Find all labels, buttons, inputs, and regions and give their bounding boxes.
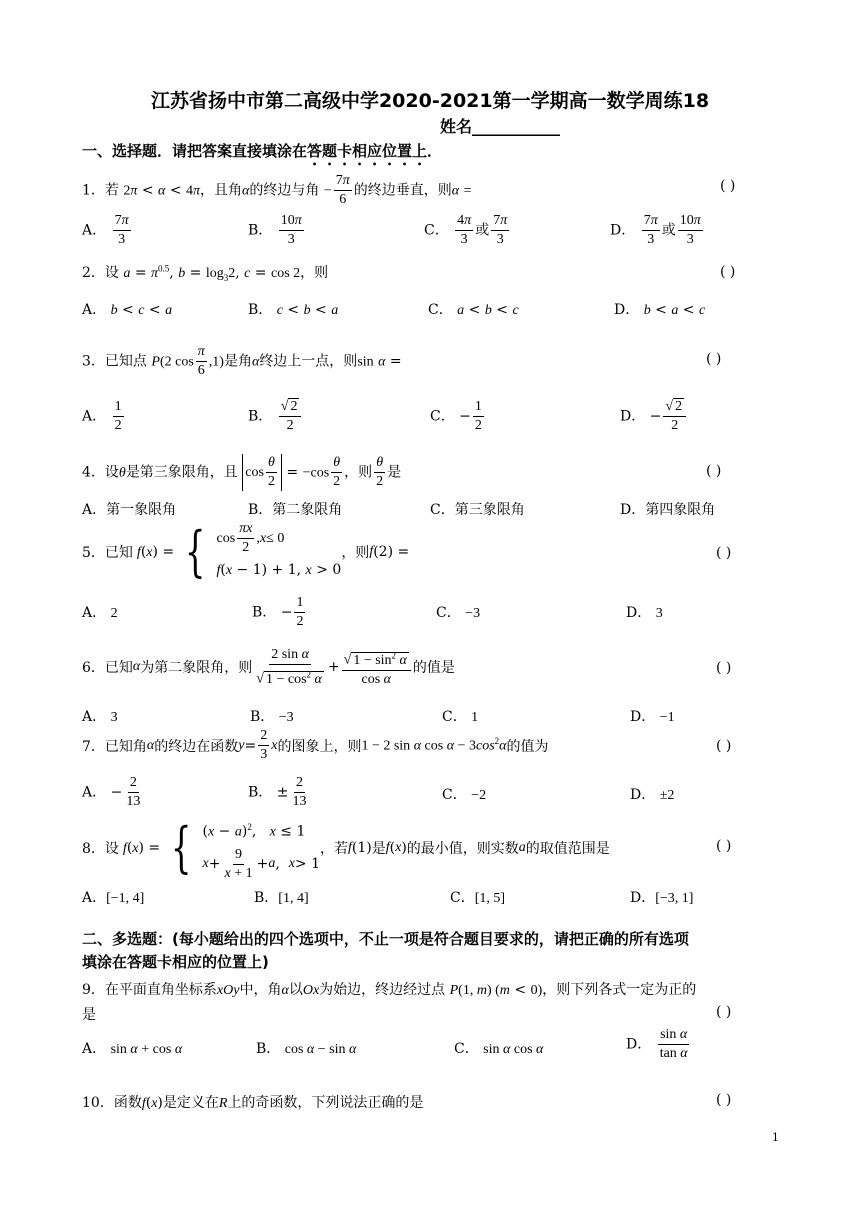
answer-bracket-2[interactable]: ( ) xyxy=(720,264,736,280)
question-6: 6． 已知 α 为第二象限角，则 $\frac{\text{2 sin α}}{√ 1 - \cos^2 \alpha}$ + $\frac{√ 1 - \sin^2 \alpha}{\text{cos α}}$ 的值是 xyxy=(82,647,455,687)
q1-option-c[interactable]: C． $\frac{4\pi}{3}$ 或 $\frac{7\pi}{3}$ xyxy=(424,213,508,247)
q9-option-a[interactable]: A． sin α + cos α xyxy=(82,1041,183,1057)
question-10: 10．函数f(x)是定义在R上的奇函数，下列说法正确的是 xyxy=(82,1095,424,1111)
q5-option-d[interactable]: D． 3 xyxy=(626,605,663,621)
q6-option-d[interactable]: D． −1 xyxy=(630,709,675,725)
q7-option-c[interactable]: C． −2 xyxy=(442,787,487,803)
q1-option-b[interactable]: B． $\frac{10\pi}{3}$ xyxy=(248,213,302,247)
q5-option-b[interactable]: B． − $\frac{1}{2}$ xyxy=(252,595,304,629)
q7-option-a[interactable]: A． − $\frac{2}{13}$ xyxy=(82,775,141,809)
q3-option-c[interactable]: C． − $\frac{1}{2}$ xyxy=(430,399,482,433)
page-number: 1 xyxy=(772,1131,779,1144)
q4-option-c[interactable]: C．第三象限角 xyxy=(430,502,525,518)
q6-option-c[interactable]: C． 1 xyxy=(442,709,479,725)
q8-option-b[interactable]: B．[1, 4] xyxy=(254,890,309,906)
q5-option-c[interactable]: C． −3 xyxy=(436,605,481,621)
q2-option-b[interactable]: B． c < b < a xyxy=(248,302,339,318)
q6-option-a[interactable]: A． 3 xyxy=(82,709,118,725)
question-9: 9．在平面直角坐标系xOy中，角α以Ox为始边，终边经过点 P(1, m) (m < 0)，则下列各式一定为正的 xyxy=(82,982,697,998)
q9-option-c[interactable]: C． sin α cos α xyxy=(454,1041,544,1057)
q8-option-a[interactable]: A．[−1, 4] xyxy=(82,890,145,906)
q7-option-d[interactable]: D． ±2 xyxy=(630,787,675,803)
page-title: 江苏省扬中市第二高级中学2020-2021第一学期高一数学周练18 xyxy=(150,90,710,112)
q4-option-b[interactable]: B．第二象限角 xyxy=(248,502,343,518)
answer-bracket-4[interactable]: ( ) xyxy=(706,463,722,479)
q1-option-d[interactable]: D． $\frac{7\pi}{3}$ 或 $\frac{10\pi}{3}$ xyxy=(610,213,701,247)
section-1-heading: 一、选择题．请把答案直接填涂在答题卡相应位置上． xyxy=(82,142,443,160)
section-2-heading-line-2: 填涂在答题卡相应的位置上) xyxy=(82,953,269,971)
section-2-heading-line-1: 二、多选题：(每小题给出的四个选项中，不止一项是符合题目要求的，请把正确的所有选项 xyxy=(82,930,689,948)
question-9-line-2: 是 xyxy=(82,1007,96,1023)
question-2: 2．设 $a = \pi^{0.5}$, $b = \log_32$, c = cos 2，则 xyxy=(82,263,329,283)
answer-bracket-9[interactable]: ( ) xyxy=(716,1004,732,1020)
answer-bracket-7[interactable]: ( ) xyxy=(716,738,732,754)
q5-option-a[interactable]: A． 2 xyxy=(82,605,118,621)
q6-option-b[interactable]: B． −3 xyxy=(250,709,294,725)
q2-option-c[interactable]: C． a < b < c xyxy=(428,302,519,318)
q3-option-b[interactable]: B． $\frac{√ 2}{2}$ xyxy=(248,398,303,435)
answer-bracket-5[interactable]: ( ) xyxy=(716,545,732,561)
answer-bracket-1[interactable]: ( ) xyxy=(720,178,736,194)
q9-option-b[interactable]: B． cos α − sin α xyxy=(256,1041,357,1057)
answer-bracket-3[interactable]: ( ) xyxy=(706,351,722,367)
question-1: 1．若 2π < α < 4π，且角α的终边与角 − $\frac{7\pi}{6}$ 的终边垂直，则α = xyxy=(82,173,472,207)
answer-bracket-8[interactable]: ( ) xyxy=(716,838,732,854)
emphasized-text: 答题卡相应位置上 xyxy=(307,142,428,160)
q4-option-d[interactable]: D．第四象限角 xyxy=(620,502,716,518)
q9-option-d[interactable]: D． $\frac{\text{sin α}}{\text{tan α}}$ xyxy=(626,1027,688,1061)
q2-option-a[interactable]: A． b < c < a xyxy=(82,302,173,318)
q1-option-a[interactable]: A． $\frac{7\pi}{3}$ xyxy=(82,213,129,247)
question-5: 5． 已知 f(x) = { cos $\frac{\pi x}{2}$ , x ≤ 0 f(x − 1) + 1, x > 0 ，则 f (2) = xyxy=(82,520,410,583)
answer-bracket-6[interactable]: ( ) xyxy=(716,660,732,676)
q3-option-d[interactable]: D． − $\frac{√ 2}{2}$ xyxy=(620,398,688,435)
question-7: 7． 已知角 α 的终边在函数 y = $\frac{2}{3}$ x 的图象上，则 1 − 2 sin α $\cos \alpha - 3\cos^2\alpha$ 的值为 xyxy=(82,728,549,762)
q2-option-d[interactable]: D． b < a < c xyxy=(614,302,706,318)
q3-option-a[interactable]: A． $\frac{1}{2}$ xyxy=(82,399,122,433)
question-3: 3．已知点 P(2 cos $\frac{\pi}{6}$ ,1)是角α终边上一点，则sin α = xyxy=(82,344,402,378)
name-field-label: 姓名___________ xyxy=(440,117,561,136)
q8-option-c[interactable]: C．[1, 5] xyxy=(450,890,506,906)
piecewise-function: { $(x - a)^2$, x ≤ 1 x + $\frac{9}{x + 1}$ + a , x > 1 xyxy=(171,816,320,881)
q7-option-b[interactable]: B． ± $\frac{2}{13}$ xyxy=(248,775,307,809)
question-4: 4．设θ是第三象限角，且 cos $\frac{\theta}{2}$ = −cos $\frac{\theta}{2}$ ，则 $\frac{\theta}{2}$ 是 xyxy=(82,455,402,489)
answer-bracket-10[interactable]: ( ) xyxy=(716,1092,732,1108)
q4-option-a[interactable]: A．第一象限角 xyxy=(82,502,177,518)
piecewise-function: { cos $\frac{\pi x}{2}$ , x ≤ 0 f(x − 1) + 1, x > 0 xyxy=(185,520,342,583)
question-8: 8． 设 f(x) = { $(x - a)^2$, x ≤ 1 x + $\frac{9}{x + 1}$ + a , x > 1 ，若 f (1) 是 f ( x ) 的最小值，则实数 a 的取值范围是 xyxy=(82,814,610,883)
q8-option-d[interactable]: D．[−3, 1] xyxy=(630,890,694,906)
